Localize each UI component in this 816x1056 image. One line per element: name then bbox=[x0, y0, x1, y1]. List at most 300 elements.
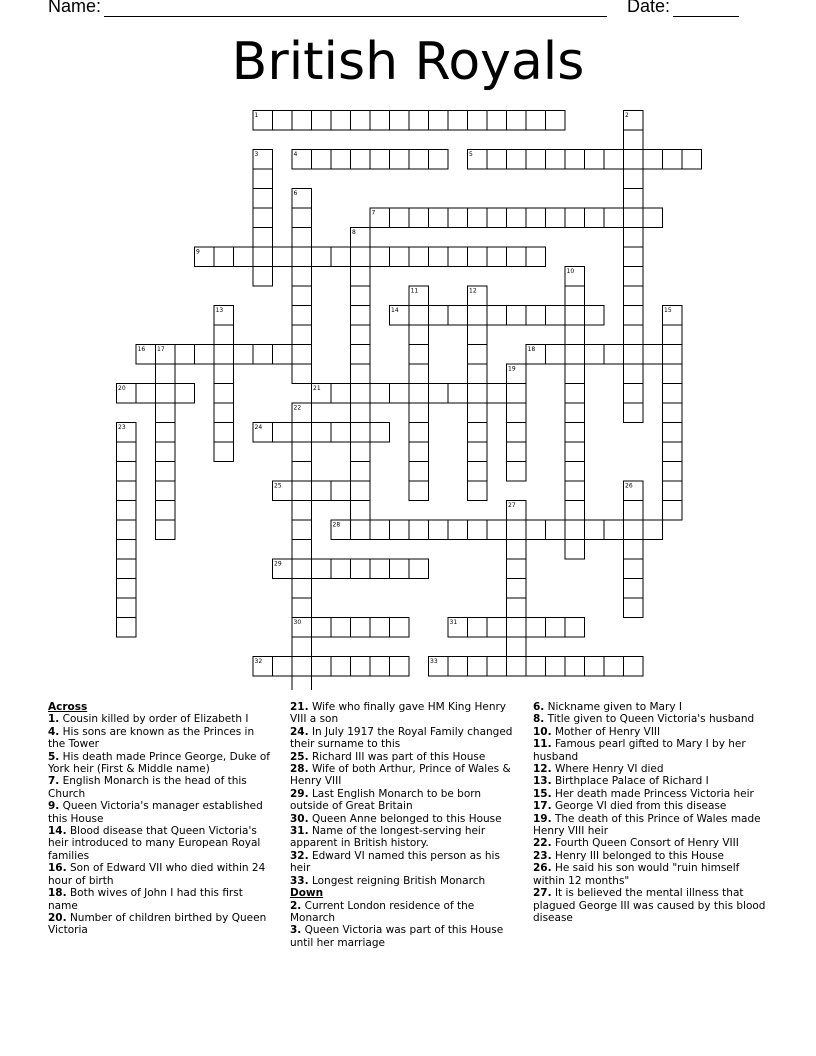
grid-cell[interactable] bbox=[663, 423, 683, 443]
grid-cell[interactable] bbox=[253, 345, 273, 365]
grid-cell[interactable] bbox=[624, 325, 644, 345]
grid-cell[interactable] bbox=[292, 520, 312, 540]
grid-cell[interactable] bbox=[351, 442, 371, 462]
grid-cell[interactable] bbox=[468, 208, 488, 228]
grid-cell[interactable] bbox=[507, 247, 527, 267]
grid-cell[interactable] bbox=[331, 520, 351, 540]
grid-cell[interactable] bbox=[312, 618, 332, 638]
grid-cell[interactable] bbox=[312, 559, 332, 579]
grid-cell[interactable] bbox=[409, 306, 429, 326]
grid-cell[interactable] bbox=[624, 559, 644, 579]
grid-cell[interactable] bbox=[624, 306, 644, 326]
grid-cell[interactable] bbox=[624, 111, 644, 131]
grid-cell[interactable] bbox=[409, 481, 429, 501]
grid-cell[interactable] bbox=[565, 520, 585, 540]
grid-cell[interactable] bbox=[331, 111, 351, 131]
grid-cell[interactable] bbox=[273, 111, 293, 131]
grid-cell[interactable] bbox=[624, 540, 644, 560]
grid-cell[interactable] bbox=[370, 247, 390, 267]
grid-cell[interactable] bbox=[136, 384, 156, 404]
grid-cell[interactable] bbox=[351, 384, 371, 404]
grid-cell[interactable] bbox=[643, 345, 663, 365]
grid-cell[interactable] bbox=[351, 462, 371, 482]
grid-cell[interactable] bbox=[507, 423, 527, 443]
grid-cell[interactable] bbox=[156, 384, 176, 404]
grid-cell[interactable] bbox=[429, 150, 449, 170]
grid-cell[interactable] bbox=[468, 364, 488, 384]
grid-cell[interactable] bbox=[526, 111, 546, 131]
grid-cell[interactable] bbox=[292, 442, 312, 462]
grid-cell[interactable] bbox=[175, 384, 195, 404]
grid-cell[interactable] bbox=[312, 481, 332, 501]
grid-cell[interactable] bbox=[351, 559, 371, 579]
grid-cell[interactable] bbox=[663, 150, 683, 170]
grid-cell[interactable] bbox=[546, 618, 566, 638]
grid-cell[interactable] bbox=[409, 286, 429, 306]
grid-cell[interactable] bbox=[156, 364, 176, 384]
grid-cell[interactable] bbox=[565, 286, 585, 306]
grid-cell[interactable] bbox=[624, 403, 644, 423]
grid-cell[interactable] bbox=[507, 579, 527, 599]
grid-cell[interactable] bbox=[487, 150, 507, 170]
grid-cell[interactable] bbox=[468, 247, 488, 267]
grid-cell[interactable] bbox=[565, 364, 585, 384]
grid-cell[interactable] bbox=[429, 208, 449, 228]
grid-cell[interactable] bbox=[253, 657, 273, 677]
grid-cell[interactable] bbox=[429, 247, 449, 267]
grid-cell[interactable] bbox=[526, 306, 546, 326]
grid-cell[interactable] bbox=[351, 657, 371, 677]
grid-cell[interactable] bbox=[331, 559, 351, 579]
grid-cell[interactable] bbox=[507, 559, 527, 579]
grid-cell[interactable] bbox=[273, 345, 293, 365]
grid-cell[interactable] bbox=[507, 657, 527, 677]
grid-cell[interactable] bbox=[624, 267, 644, 287]
grid-cell[interactable] bbox=[156, 345, 176, 365]
grid-cell[interactable] bbox=[390, 150, 410, 170]
grid-cell[interactable] bbox=[117, 423, 137, 443]
grid-cell[interactable] bbox=[565, 501, 585, 521]
grid-cell[interactable] bbox=[331, 247, 351, 267]
grid-cell[interactable] bbox=[624, 579, 644, 599]
grid-cell[interactable] bbox=[331, 618, 351, 638]
grid-cell[interactable] bbox=[214, 442, 234, 462]
grid-cell[interactable] bbox=[429, 520, 449, 540]
grid-cell[interactable] bbox=[448, 208, 468, 228]
grid-cell[interactable] bbox=[643, 208, 663, 228]
grid-cell[interactable] bbox=[526, 247, 546, 267]
grid-cell[interactable] bbox=[253, 247, 273, 267]
grid-cell[interactable] bbox=[624, 286, 644, 306]
grid-cell[interactable] bbox=[273, 559, 293, 579]
grid-cell[interactable] bbox=[468, 384, 488, 404]
grid-cell[interactable] bbox=[390, 559, 410, 579]
grid-cell[interactable] bbox=[351, 286, 371, 306]
grid-cell[interactable] bbox=[351, 403, 371, 423]
grid-cell[interactable] bbox=[156, 501, 176, 521]
grid-cell[interactable] bbox=[468, 618, 488, 638]
grid-cell[interactable] bbox=[468, 345, 488, 365]
grid-cell[interactable] bbox=[312, 384, 332, 404]
grid-cell[interactable] bbox=[546, 306, 566, 326]
grid-cell[interactable] bbox=[507, 111, 527, 131]
grid-cell[interactable] bbox=[448, 306, 468, 326]
grid-cell[interactable] bbox=[370, 150, 390, 170]
grid-cell[interactable] bbox=[292, 423, 312, 443]
grid-cell[interactable] bbox=[565, 267, 585, 287]
grid-cell[interactable] bbox=[331, 150, 351, 170]
grid-cell[interactable] bbox=[487, 618, 507, 638]
grid-cell[interactable] bbox=[292, 208, 312, 228]
grid-cell[interactable] bbox=[292, 598, 312, 618]
grid-cell[interactable] bbox=[507, 462, 527, 482]
grid-cell[interactable] bbox=[663, 462, 683, 482]
grid-cell[interactable] bbox=[390, 208, 410, 228]
grid-cell[interactable] bbox=[390, 657, 410, 677]
grid-cell[interactable] bbox=[351, 345, 371, 365]
grid-cell[interactable] bbox=[351, 520, 371, 540]
grid-cell[interactable] bbox=[292, 618, 312, 638]
grid-cell[interactable] bbox=[448, 657, 468, 677]
grid-cell[interactable] bbox=[117, 540, 137, 560]
grid-cell[interactable] bbox=[312, 247, 332, 267]
grid-cell[interactable] bbox=[117, 598, 137, 618]
grid-cell[interactable] bbox=[214, 247, 234, 267]
grid-cell[interactable] bbox=[409, 111, 429, 131]
grid-cell[interactable] bbox=[526, 520, 546, 540]
grid-cell[interactable] bbox=[565, 208, 585, 228]
grid-cell[interactable] bbox=[292, 403, 312, 423]
grid-cell[interactable] bbox=[643, 520, 663, 540]
grid-cell[interactable] bbox=[468, 150, 488, 170]
grid-cell[interactable] bbox=[643, 150, 663, 170]
grid-cell[interactable] bbox=[546, 111, 566, 131]
grid-cell[interactable] bbox=[117, 462, 137, 482]
grid-cell[interactable] bbox=[409, 208, 429, 228]
grid-cell[interactable] bbox=[390, 111, 410, 131]
grid-cell[interactable] bbox=[117, 481, 137, 501]
grid-cell[interactable] bbox=[409, 442, 429, 462]
grid-cell[interactable] bbox=[195, 247, 215, 267]
grid-cell[interactable] bbox=[624, 384, 644, 404]
grid-cell[interactable] bbox=[565, 423, 585, 443]
grid-cell[interactable] bbox=[663, 403, 683, 423]
grid-cell[interactable] bbox=[468, 657, 488, 677]
grid-cell[interactable] bbox=[409, 325, 429, 345]
grid-cell[interactable] bbox=[507, 637, 527, 657]
grid-cell[interactable] bbox=[409, 150, 429, 170]
grid-cell[interactable] bbox=[292, 267, 312, 287]
grid-cell[interactable] bbox=[487, 657, 507, 677]
grid-cell[interactable] bbox=[156, 462, 176, 482]
grid-cell[interactable] bbox=[448, 247, 468, 267]
grid-cell[interactable] bbox=[585, 520, 605, 540]
grid-cell[interactable] bbox=[292, 540, 312, 560]
grid-cell[interactable] bbox=[175, 345, 195, 365]
grid-cell[interactable] bbox=[624, 169, 644, 189]
grid-cell[interactable] bbox=[292, 286, 312, 306]
grid-cell[interactable] bbox=[273, 423, 293, 443]
grid-cell[interactable] bbox=[136, 345, 156, 365]
grid-cell[interactable] bbox=[565, 403, 585, 423]
grid-cell[interactable] bbox=[468, 520, 488, 540]
grid-cell[interactable] bbox=[331, 423, 351, 443]
grid-cell[interactable] bbox=[526, 657, 546, 677]
grid-cell[interactable] bbox=[624, 657, 644, 677]
grid-cell[interactable] bbox=[585, 657, 605, 677]
grid-cell[interactable] bbox=[409, 423, 429, 443]
grid-cell[interactable] bbox=[565, 462, 585, 482]
grid-cell[interactable] bbox=[468, 462, 488, 482]
grid-cell[interactable] bbox=[370, 657, 390, 677]
grid-cell[interactable] bbox=[390, 306, 410, 326]
grid-cell[interactable] bbox=[585, 306, 605, 326]
grid-cell[interactable] bbox=[409, 559, 429, 579]
grid-cell[interactable] bbox=[663, 442, 683, 462]
grid-cell[interactable] bbox=[565, 325, 585, 345]
grid-cell[interactable] bbox=[292, 345, 312, 365]
grid-cell[interactable] bbox=[448, 384, 468, 404]
grid-cell[interactable] bbox=[468, 306, 488, 326]
grid-cell[interactable] bbox=[370, 384, 390, 404]
grid-cell[interactable] bbox=[507, 364, 527, 384]
grid-cell[interactable] bbox=[351, 111, 371, 131]
grid-cell[interactable] bbox=[117, 579, 137, 599]
grid-cell[interactable] bbox=[624, 247, 644, 267]
grid-cell[interactable] bbox=[292, 189, 312, 209]
grid-cell[interactable] bbox=[546, 345, 566, 365]
grid-cell[interactable] bbox=[292, 325, 312, 345]
grid-cell[interactable] bbox=[546, 150, 566, 170]
grid-cell[interactable] bbox=[624, 481, 644, 501]
grid-cell[interactable] bbox=[117, 442, 137, 462]
grid-cell[interactable] bbox=[292, 657, 312, 677]
grid-cell[interactable] bbox=[682, 150, 702, 170]
grid-cell[interactable] bbox=[253, 423, 273, 443]
grid-cell[interactable] bbox=[604, 208, 624, 228]
grid-cell[interactable] bbox=[565, 345, 585, 365]
grid-cell[interactable] bbox=[468, 111, 488, 131]
grid-cell[interactable] bbox=[448, 520, 468, 540]
grid-cell[interactable] bbox=[468, 481, 488, 501]
grid-cell[interactable] bbox=[663, 501, 683, 521]
grid-cell[interactable] bbox=[624, 345, 644, 365]
grid-cell[interactable] bbox=[565, 150, 585, 170]
grid-cell[interactable] bbox=[585, 345, 605, 365]
grid-cell[interactable] bbox=[273, 481, 293, 501]
grid-cell[interactable] bbox=[273, 657, 293, 677]
grid-cell[interactable] bbox=[487, 247, 507, 267]
grid-cell[interactable] bbox=[253, 111, 273, 131]
grid-cell[interactable] bbox=[624, 208, 644, 228]
grid-cell[interactable] bbox=[565, 306, 585, 326]
grid-cell[interactable] bbox=[292, 559, 312, 579]
grid-cell[interactable] bbox=[351, 423, 371, 443]
grid-cell[interactable] bbox=[604, 150, 624, 170]
grid-cell[interactable] bbox=[214, 423, 234, 443]
grid-cell[interactable] bbox=[487, 306, 507, 326]
grid-cell[interactable] bbox=[409, 247, 429, 267]
grid-cell[interactable] bbox=[468, 403, 488, 423]
grid-cell[interactable] bbox=[214, 403, 234, 423]
grid-cell[interactable] bbox=[312, 150, 332, 170]
grid-cell[interactable] bbox=[663, 325, 683, 345]
grid-cell[interactable] bbox=[156, 403, 176, 423]
grid-cell[interactable] bbox=[156, 442, 176, 462]
grid-cell[interactable] bbox=[585, 150, 605, 170]
grid-cell[interactable] bbox=[214, 364, 234, 384]
grid-cell[interactable] bbox=[292, 676, 312, 690]
grid-cell[interactable] bbox=[253, 169, 273, 189]
grid-cell[interactable] bbox=[292, 306, 312, 326]
grid-cell[interactable] bbox=[351, 364, 371, 384]
grid-cell[interactable] bbox=[292, 150, 312, 170]
grid-cell[interactable] bbox=[351, 228, 371, 248]
grid-cell[interactable] bbox=[117, 618, 137, 638]
grid-cell[interactable] bbox=[156, 423, 176, 443]
grid-cell[interactable] bbox=[351, 325, 371, 345]
grid-cell[interactable] bbox=[429, 384, 449, 404]
grid-cell[interactable] bbox=[409, 345, 429, 365]
name-field-line[interactable] bbox=[104, 16, 607, 17]
grid-cell[interactable] bbox=[351, 618, 371, 638]
grid-cell[interactable] bbox=[487, 208, 507, 228]
grid-cell[interactable] bbox=[429, 111, 449, 131]
grid-cell[interactable] bbox=[312, 657, 332, 677]
grid-cell[interactable] bbox=[507, 208, 527, 228]
grid-cell[interactable] bbox=[663, 345, 683, 365]
grid-cell[interactable] bbox=[292, 579, 312, 599]
grid-cell[interactable] bbox=[331, 481, 351, 501]
grid-cell[interactable] bbox=[526, 208, 546, 228]
grid-cell[interactable] bbox=[526, 345, 546, 365]
grid-cell[interactable] bbox=[214, 384, 234, 404]
grid-cell[interactable] bbox=[507, 403, 527, 423]
grid-cell[interactable] bbox=[351, 247, 371, 267]
grid-cell[interactable] bbox=[253, 150, 273, 170]
grid-cell[interactable] bbox=[292, 637, 312, 657]
grid-cell[interactable] bbox=[565, 481, 585, 501]
grid-cell[interactable] bbox=[468, 325, 488, 345]
grid-cell[interactable] bbox=[565, 384, 585, 404]
grid-cell[interactable] bbox=[487, 520, 507, 540]
grid-cell[interactable] bbox=[507, 520, 527, 540]
grid-cell[interactable] bbox=[468, 442, 488, 462]
grid-cell[interactable] bbox=[546, 208, 566, 228]
grid-cell[interactable] bbox=[624, 501, 644, 521]
grid-cell[interactable] bbox=[253, 267, 273, 287]
grid-cell[interactable] bbox=[253, 208, 273, 228]
grid-cell[interactable] bbox=[468, 423, 488, 443]
grid-cell[interactable] bbox=[370, 618, 390, 638]
grid-cell[interactable] bbox=[546, 520, 566, 540]
grid-cell[interactable] bbox=[507, 150, 527, 170]
grid-cell[interactable] bbox=[351, 267, 371, 287]
grid-cell[interactable] bbox=[117, 559, 137, 579]
grid-cell[interactable] bbox=[117, 520, 137, 540]
grid-cell[interactable] bbox=[292, 228, 312, 248]
grid-cell[interactable] bbox=[351, 501, 371, 521]
date-field-line[interactable] bbox=[673, 16, 739, 17]
grid-cell[interactable] bbox=[117, 384, 137, 404]
grid-cell[interactable] bbox=[663, 364, 683, 384]
grid-cell[interactable] bbox=[370, 423, 390, 443]
grid-cell[interactable] bbox=[292, 481, 312, 501]
grid-cell[interactable] bbox=[312, 111, 332, 131]
grid-cell[interactable] bbox=[663, 306, 683, 326]
grid-cell[interactable] bbox=[565, 618, 585, 638]
grid-cell[interactable] bbox=[546, 657, 566, 677]
grid-cell[interactable] bbox=[253, 189, 273, 209]
grid-cell[interactable] bbox=[214, 306, 234, 326]
grid-cell[interactable] bbox=[312, 423, 332, 443]
grid-cell[interactable] bbox=[351, 306, 371, 326]
grid-cell[interactable] bbox=[370, 520, 390, 540]
grid-cell[interactable] bbox=[292, 501, 312, 521]
grid-cell[interactable] bbox=[429, 306, 449, 326]
grid-cell[interactable] bbox=[370, 111, 390, 131]
grid-cell[interactable] bbox=[663, 384, 683, 404]
grid-cell[interactable] bbox=[507, 384, 527, 404]
grid-cell[interactable] bbox=[331, 657, 351, 677]
grid-cell[interactable] bbox=[487, 111, 507, 131]
grid-cell[interactable] bbox=[624, 228, 644, 248]
grid-cell[interactable] bbox=[351, 150, 371, 170]
grid-cell[interactable] bbox=[448, 111, 468, 131]
grid-cell[interactable] bbox=[487, 384, 507, 404]
grid-cell[interactable] bbox=[565, 657, 585, 677]
grid-cell[interactable] bbox=[448, 618, 468, 638]
grid-cell[interactable] bbox=[234, 345, 254, 365]
grid-cell[interactable] bbox=[565, 442, 585, 462]
grid-cell[interactable] bbox=[292, 247, 312, 267]
grid-cell[interactable] bbox=[624, 150, 644, 170]
grid-cell[interactable] bbox=[526, 150, 546, 170]
grid-cell[interactable] bbox=[390, 520, 410, 540]
grid-cell[interactable] bbox=[156, 520, 176, 540]
grid-cell[interactable] bbox=[604, 345, 624, 365]
grid-cell[interactable] bbox=[624, 130, 644, 150]
grid-cell[interactable] bbox=[663, 481, 683, 501]
grid-cell[interactable] bbox=[156, 481, 176, 501]
grid-cell[interactable] bbox=[292, 364, 312, 384]
grid-cell[interactable] bbox=[195, 345, 215, 365]
grid-cell[interactable] bbox=[565, 540, 585, 560]
grid-cell[interactable] bbox=[390, 384, 410, 404]
grid-cell[interactable] bbox=[370, 559, 390, 579]
grid-cell[interactable] bbox=[273, 247, 293, 267]
grid-cell[interactable] bbox=[624, 520, 644, 540]
grid-cell[interactable] bbox=[507, 442, 527, 462]
grid-cell[interactable] bbox=[370, 208, 390, 228]
grid-cell[interactable] bbox=[214, 345, 234, 365]
grid-cell[interactable] bbox=[409, 520, 429, 540]
grid-cell[interactable] bbox=[604, 657, 624, 677]
grid-cell[interactable] bbox=[624, 364, 644, 384]
grid-cell[interactable] bbox=[409, 462, 429, 482]
grid-cell[interactable] bbox=[624, 189, 644, 209]
grid-cell[interactable] bbox=[604, 520, 624, 540]
grid-cell[interactable] bbox=[390, 618, 410, 638]
grid-cell[interactable] bbox=[117, 501, 137, 521]
grid-cell[interactable] bbox=[409, 403, 429, 423]
grid-cell[interactable] bbox=[507, 598, 527, 618]
grid-cell[interactable] bbox=[526, 618, 546, 638]
grid-cell[interactable] bbox=[292, 462, 312, 482]
grid-cell[interactable] bbox=[331, 384, 351, 404]
grid-cell[interactable] bbox=[390, 247, 410, 267]
grid-cell[interactable] bbox=[234, 247, 254, 267]
